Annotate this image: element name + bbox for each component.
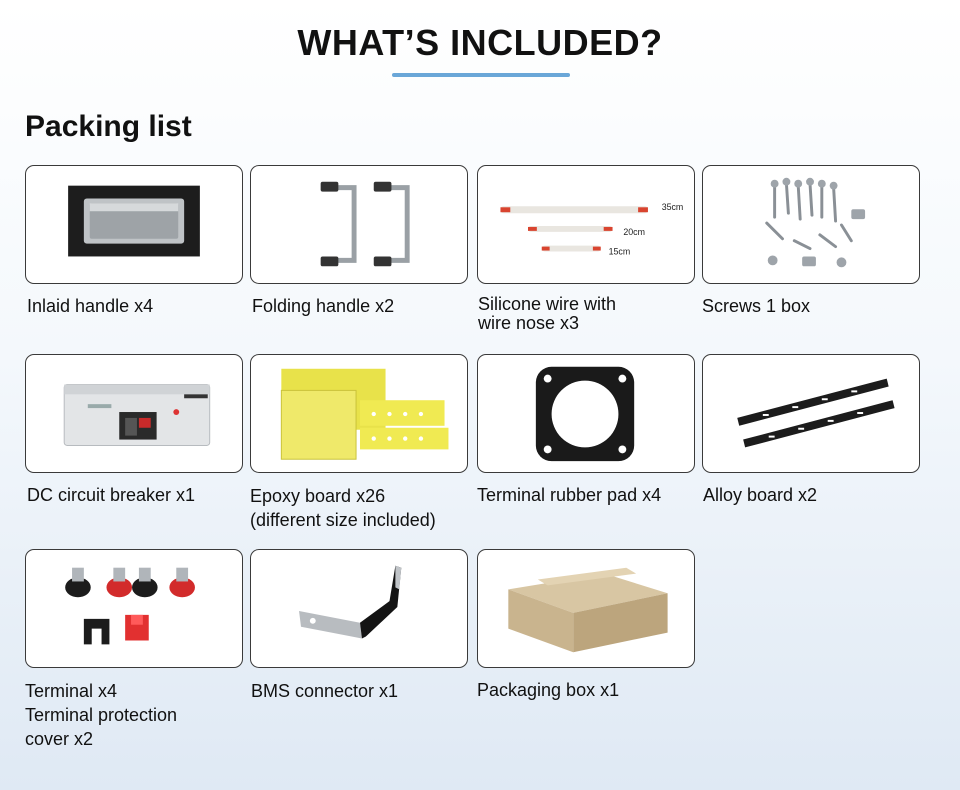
card-inlaid-handle (25, 165, 243, 284)
wire-label-20: 20cm (623, 226, 645, 237)
wire-label-35: 35cm (661, 202, 684, 213)
title-underline (392, 73, 570, 77)
card-packaging-box (477, 549, 695, 668)
card-epoxy-board (250, 354, 468, 473)
card-terminal (25, 549, 243, 668)
epoxy-board-image (251, 355, 467, 472)
terminal-image (26, 550, 242, 667)
folding-handle-image (251, 166, 467, 283)
silicone-wire-image (478, 166, 694, 283)
alloy-board-image (703, 355, 919, 472)
screws-image (703, 166, 919, 283)
caption-packaging-box: Packaging box x1 (477, 680, 620, 700)
inlaid-handle-image (26, 166, 242, 283)
dc-breaker-image (26, 355, 242, 472)
packaging-box-image (478, 550, 694, 667)
bms-connector-image (251, 550, 467, 667)
card-folding-handle (250, 165, 468, 284)
rubber-pad-image (478, 355, 694, 472)
card-rubber-pad (477, 354, 695, 473)
section-title: Packing list (25, 110, 192, 143)
card-alloy-board (702, 354, 920, 473)
caption-folding-handle: Folding handle x2 (252, 296, 395, 316)
caption-terminal: Terminal x4 Terminal protection cover x2 (25, 681, 178, 749)
caption-epoxy-board: Epoxy board x26 (different size included) (250, 486, 436, 530)
caption-rubber-pad: Terminal rubber pad x4 (477, 485, 662, 505)
page-title: WHAT’S INCLUDED? (297, 22, 663, 63)
card-silicone-wire (477, 165, 695, 284)
caption-silicone-wire: Silicone wire with wire nose x3 (478, 294, 617, 333)
card-bms-connector (250, 549, 468, 668)
card-screws (702, 165, 920, 284)
caption-dc-breaker: DC circuit breaker x1 (27, 485, 196, 505)
caption-screws: Screws 1 box (702, 296, 811, 316)
caption-bms-connector: BMS connector x1 (251, 681, 399, 701)
caption-inlaid-handle: Inlaid handle x4 (27, 296, 154, 316)
caption-alloy-board: Alloy board x2 (703, 485, 818, 505)
card-dc-breaker (25, 354, 243, 473)
wire-label-15: 15cm (608, 246, 631, 257)
